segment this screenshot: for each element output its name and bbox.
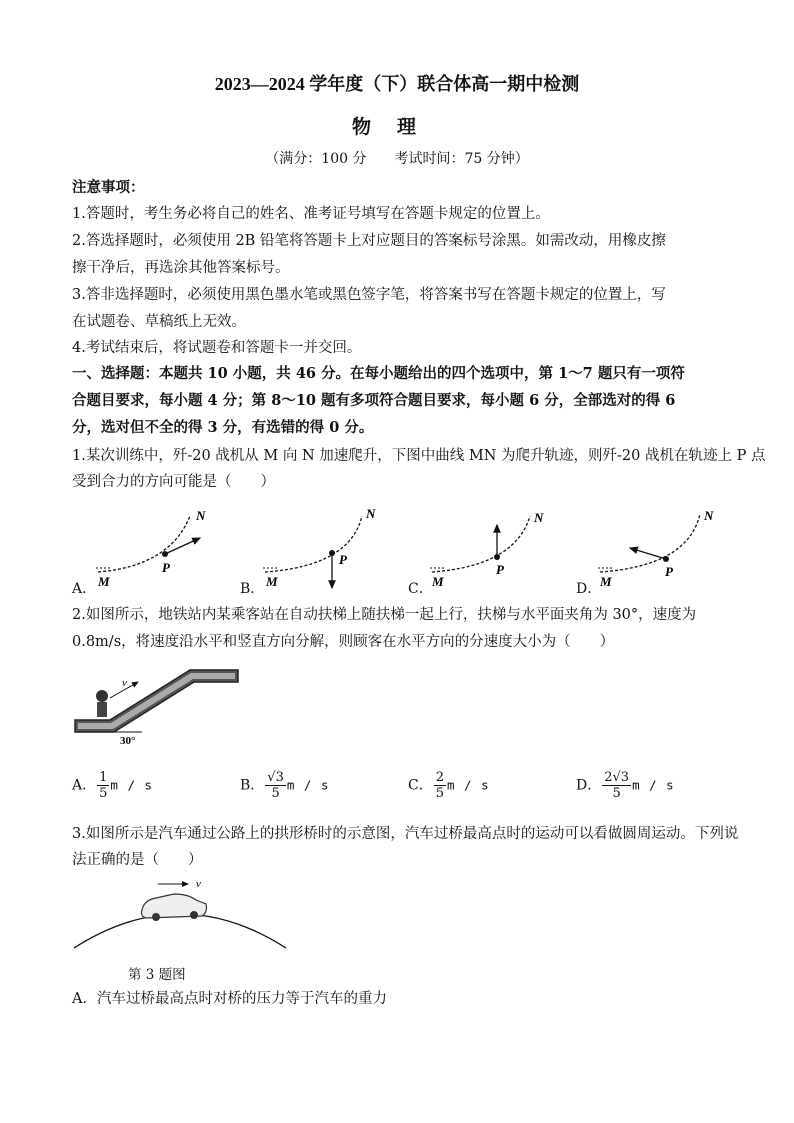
velocity-label: v [196,878,201,890]
notice-heading: 注意事项： [72,179,145,196]
question-1-text: 1.某次训练中，歼-20 战机从 M 向 N 加速爬升，下图中曲线 MN 为爬升轨迹，则歼-20 战机在轨迹上 P 点 [72,448,766,464]
label-m: M [98,574,110,589]
option-c-diagram [430,510,544,589]
label-n: N [704,508,714,523]
q2-option-c: C． $\frac{2}{5}$ m / s [408,770,490,801]
section-instruction: 分，选对但不全的得 3 分，有选错的得 0 分。 [72,419,374,436]
passenger-body [97,702,107,717]
notice-item: 4.考试结束后，将试题卷和答题卡一并交回。 [72,340,362,356]
label-m: M [432,574,444,589]
label-p: P [665,564,673,579]
label-p: P [339,552,347,567]
bridge-figure [70,872,290,954]
q2-option-a: A． $\frac{1}{5}$ m / s [72,770,154,801]
force-arrow [630,548,666,559]
notice-item: 擦干净后，再选涂其他答案标号。 [72,260,290,276]
q2-option-d: D． $\frac{2√3}{5}$ m / s [576,770,675,801]
escalator-figure [70,660,245,750]
section-instruction: 合题目要求，每小题 4 分；第 8～10 题有多项符合题目要求，每小题 6 分，全部选对的得 6 [72,392,676,409]
force-arrow [165,538,200,554]
label-m: M [266,574,278,589]
notice-item: 3.答非选择题时，必须使用黑色墨水笔或黑色签字笔，将答案书写在答题卡规定的位置上，写 [72,287,666,303]
option-d-diagram [598,508,714,589]
label-n: N [196,508,206,523]
bridge-arch [74,914,286,948]
velocity-label: v [122,677,127,689]
subject-title: 物理 [351,116,442,138]
question-2-text: 2.如图所示，地铁站内某乘客站在自动扶梯上随扶梯一起上行，扶梯与水平面夹角为 30°，速度为 [72,607,697,623]
label-n: N [534,510,544,525]
q3-option-a: A．汽车过桥最高点时对桥的压力等于汽车的重力 [72,991,387,1007]
section-instruction: 一、选择题：本题共 10 小题，共 46 分。在每小题给出的四个选项中，第 1～7 题只有一项符 [72,365,685,382]
passenger-head [96,690,108,702]
option-b-diagram [263,506,376,589]
notice-item: 2.答选择题时，必须使用 2B 铅笔将答题卡上对应题目的答案标号涂黑。如需改动，用橡皮擦 [72,233,666,249]
option-a-label: A． [72,581,97,597]
exam-title: 2023—2024 学年度（下）联合体高一期中检测 [214,74,580,94]
question-2-text: 0.8m/s，将速度沿水平和竖直方向分解，则顾客在水平方向的分速度大小为（ ） [72,634,615,650]
question-1-text: 受到合力的方向可能是（ ） [72,474,275,490]
label-p: P [496,562,504,577]
label-n: N [366,506,376,521]
exam-meta: （满分：100 分 考试时间：75 分钟） [265,151,529,167]
notice-item: 1.答题时，考生务必将自己的姓名、准考证号填写在答题卡规定的位置上。 [72,206,550,222]
question-3-text: 法正确的是（ ） [72,852,203,868]
question-1-figures [60,500,740,600]
angle-label: 30° [120,735,136,747]
label-p: P [162,560,170,575]
question-3-text: 3.如图所示是汽车通过公路上的拱形桥时的示意图，汽车过桥最高点时的运动可以看做圆周运动。下列说 [72,826,739,842]
option-d-label: D． [576,581,602,597]
option-a-diagram [96,508,206,589]
notice-item: 在试题卷、草稿纸上无效。 [72,314,246,330]
label-m: M [600,574,612,589]
option-b-label: B． [240,581,265,597]
q2-option-b: B． $\frac{√3}{5}$ m / s [240,770,330,801]
option-c-label: C． [408,581,433,597]
figure-caption: 第 3 题图 [128,967,186,983]
